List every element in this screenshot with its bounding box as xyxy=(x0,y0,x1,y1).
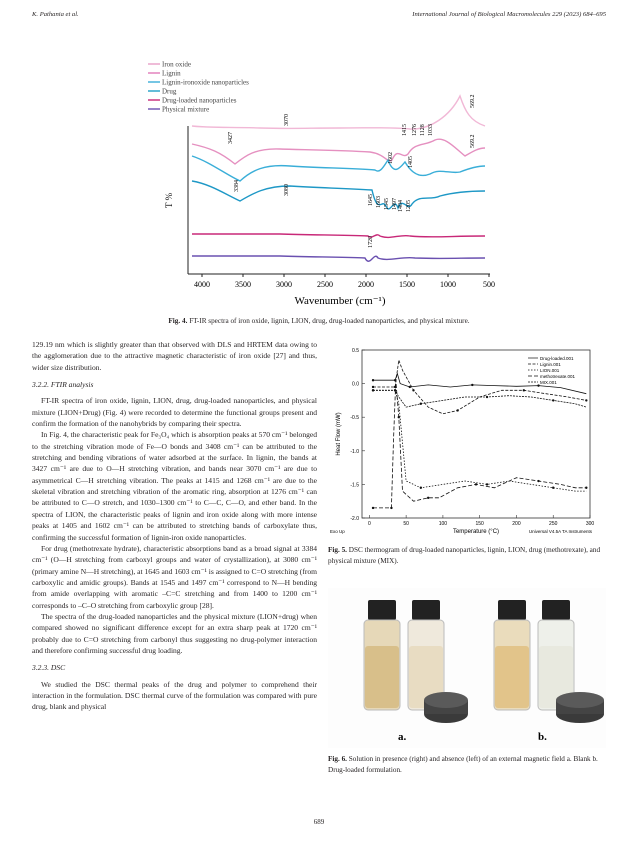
series-line xyxy=(373,390,586,407)
caption-text: Solution in presence (right) and absence (left) of an external magnetic field a. Blank b. Drug-loaded formulation. xyxy=(328,755,598,774)
x-tick-label: 0 xyxy=(367,521,371,527)
data-point xyxy=(372,389,374,391)
paragraph-1: FT-IR spectra of iron oxide, lignin, LION, drug, drug-loaded nanoparticles, and physical mixture (LION+Drug) (Fig. 4) were recorded to determine the functional groups present and confirm the formation of the nanohybrids by comparing their spectra. xyxy=(32,396,317,429)
x-tick-label: 1500 xyxy=(399,280,415,289)
figure-6-caption xyxy=(328,754,606,775)
data-point xyxy=(390,507,392,509)
data-point xyxy=(585,399,587,401)
data-point xyxy=(537,480,539,482)
legend-entry: Lignin-ironoxide nanoparticles xyxy=(162,78,249,87)
legend-entry: Lignin xyxy=(162,69,181,78)
paragraph-5: We studied the DSC thermal peaks of the drug and polymer to comprehend their interaction in the formulation. DSC thermal curve of the formulation was compared with pure drug, blank and physical xyxy=(32,679,317,712)
panel-label-b: b. xyxy=(538,731,547,743)
legend-entry: Drug-loaded nanoparticles xyxy=(162,96,237,105)
figure-5-caption xyxy=(328,545,606,566)
x-tick-label: 3500 xyxy=(235,280,251,289)
peak-label: 1545 xyxy=(384,198,390,210)
x-tick-label: 50 xyxy=(403,521,409,527)
caption-label: Fig. 6. xyxy=(328,755,347,763)
peak-label: 1405 xyxy=(408,156,414,168)
figure-6-photo xyxy=(328,588,606,748)
running-header-journal: International Journal of Biological Macromolecules 229 (2023) 684–695 xyxy=(412,11,606,18)
data-point xyxy=(394,389,396,391)
vials-photograph xyxy=(328,588,606,748)
data-point xyxy=(372,386,374,388)
x-tick-label: 500 xyxy=(483,280,495,289)
y-tick-label: 0.5 xyxy=(352,348,359,354)
vial-a-left xyxy=(364,600,400,710)
data-point xyxy=(372,379,374,381)
peak-label: 3384 xyxy=(234,180,240,192)
peak-label: 1497 xyxy=(392,198,398,210)
peak-label: 1205 xyxy=(406,200,412,212)
data-point xyxy=(409,386,411,388)
left-column xyxy=(32,339,317,713)
section-3-2-3-heading: 3.2.3. DSC xyxy=(32,663,66,673)
y-tick-label: -0.5 xyxy=(350,415,359,422)
spectrum-lignin xyxy=(192,139,485,164)
legend-entry: Lignin.001 xyxy=(540,361,561,367)
data-point xyxy=(585,487,587,489)
peak-label: 1603 xyxy=(376,196,382,208)
x-tick-label: 4000 xyxy=(194,280,210,289)
figure-4-caption xyxy=(32,316,606,327)
peak-label: 1720 xyxy=(368,236,374,248)
data-point xyxy=(523,389,525,391)
data-point xyxy=(471,384,473,386)
series-line xyxy=(373,380,586,508)
x-tick-label: 100 xyxy=(438,521,448,527)
legend-entry: MIX.001 xyxy=(540,379,557,385)
panel-label-a: a. xyxy=(398,731,407,743)
x-tick-label: 1000 xyxy=(440,280,456,289)
data-point xyxy=(486,396,488,398)
caption-text: DSC thermogram of drug-loaded nanoparticles, lignin, LION, drug (methotrexate), and physical mixture (MIX). xyxy=(328,546,601,565)
exo-up-note: Exo Up xyxy=(330,529,345,534)
data-point xyxy=(398,416,400,418)
x-axis-ticks xyxy=(194,274,495,289)
x-axis-label: Wavenumber (cm⁻¹) xyxy=(294,295,386,307)
peak-label: 1602 xyxy=(388,152,394,164)
legend-entry: methotrexate.001 xyxy=(540,373,576,379)
data-point xyxy=(427,497,429,499)
peak-label: 3427 xyxy=(228,132,234,144)
ftir-legend xyxy=(148,61,249,114)
magnet-a xyxy=(424,692,468,723)
peak-label: 3070 xyxy=(284,114,290,126)
x-tick-label: 300 xyxy=(585,521,595,527)
peak-label: 1645 xyxy=(368,194,374,206)
dsc-thermogram-chart xyxy=(328,340,608,540)
ftir-spectra-plot xyxy=(140,56,500,324)
figure-4 xyxy=(140,56,500,324)
spectrum-lion xyxy=(192,156,485,181)
legend-entry: Iron oxide xyxy=(162,60,191,69)
caption-label: Fig. 4. xyxy=(168,317,188,325)
y-tick-label: -1.0 xyxy=(350,448,359,455)
data-point xyxy=(456,409,458,411)
x-tick-label: 3000 xyxy=(276,280,292,289)
legend-entry: LION.001 xyxy=(540,367,560,373)
spectrum-physical-mixture xyxy=(192,256,485,261)
paragraph-2: In Fig. 4, the characteristic peak for Fe₃O₄ which is absorption peaks at 570 cm⁻¹ belonged to the stretching vibration mode of Fe—O bonds and 3408 cm⁻¹ can be attributed to the stretching and bending vibrations of water adsorbed at the surface. In lignin, the bands at 3427 cm⁻¹ are due to O—H stretching vibration, and bands near 3070 cm⁻¹ are due to asymmetrical C—H stretching vibration. The peaks at 1415 and 1268 cm⁻¹ are due to the skeletal vibration and stretching vibration of the aromatic ring, absorption at 1276 cm⁻¹ can be attributed to C—O stretch, and 1030–1300 cm⁻¹ to C—C, C—O, and ether band. In the spectra of LION, the characteristic peaks of lignin and iron oxide along with more intense peaks at 1405 and 1602 cm⁻¹ can be attributed to stretching bands of carboxylate thus, confirming the successful formation of lignin-iron oxide nanoparticles. xyxy=(32,430,317,542)
peak-label: 1276 xyxy=(412,124,418,136)
peak-label: 3080 xyxy=(284,184,290,196)
magnet-b xyxy=(556,692,604,723)
data-point xyxy=(420,487,422,489)
x-tick-label: 150 xyxy=(475,521,484,527)
peak-label: 1404 xyxy=(398,200,404,212)
peak-label: 1128 xyxy=(420,124,426,136)
vial-b-left xyxy=(494,600,530,710)
legend-entry: Drug xyxy=(162,87,177,96)
paragraph-3: For drug (methotrexate hydrate), characteristic absorptions band as a broad signal at 3384 cm⁻¹ (O—H stretching from carboxyl groups and water of crystallization), at 3080 cm⁻¹ (primary amine N—H stretching), at 1645 and 1603 cm⁻¹ is assigned to C=O stretching (from carboxylic and amidic groups). Bands at 1545 and 1497 cm⁻¹ correspond to N—H bending from amide overlapping with aromatic –C=C stretching and from 1400 to 1200 cm⁻¹ corresponds to –C–O stretching from carboxylic group [28]. xyxy=(32,543,317,610)
section-3-2-2-heading: 3.2.2. FTIR analysis xyxy=(32,380,94,390)
y-axis-label: T % xyxy=(164,192,174,208)
data-point xyxy=(486,483,488,485)
caption-text: FT-IR spectra of iron oxide, lignin, LION, drug, drug-loaded nanoparticles, and physical mixture. xyxy=(189,317,470,325)
page-number: 689 xyxy=(313,818,325,826)
caption-label: Fig. 5. xyxy=(328,546,347,554)
paragraph-4: The spectra of the drug-loaded nanoparticles and the physical mixture (LION+drug) when compared showed no significant difference except for an extra sharp peak at 1720 cm⁻¹ probably due to C=O stretching from carbonyl thus suggesting no drug-polymer interaction and therefore confirming successful drug loading. xyxy=(32,611,317,655)
x-tick-label: 2000 xyxy=(358,280,374,289)
instrument-note: Universal V4.5A TA Instruments xyxy=(528,529,592,534)
peak-label: 1033 xyxy=(428,124,434,136)
peak-label: 569.2 xyxy=(470,94,476,108)
data-point xyxy=(475,483,477,485)
data-point xyxy=(552,487,554,489)
running-header-authors: K. Pathania et al. xyxy=(32,11,79,18)
x-tick-label: 200 xyxy=(512,521,521,527)
y-axis-label: Heat Flow (mW) xyxy=(336,412,342,456)
y-tick-label: -2.0 xyxy=(350,516,359,522)
peak-label: 569.2 xyxy=(470,134,476,148)
x-axis-label: Temperature (°C) xyxy=(452,529,500,535)
y-tick-label: -1.5 xyxy=(350,482,359,489)
paragraph-intro: 129.19 nm which is slightly greater than that observed with DLS and HRTEM data owing to the agglomeration due to the attractive magnetic characteristic of iron oxide [27] and thus, wider size distribution. xyxy=(32,340,317,372)
legend-entry: Physical mixture xyxy=(162,105,210,114)
peak-label: 1415 xyxy=(402,124,408,136)
figure-5 xyxy=(328,340,608,540)
x-tick-label: 250 xyxy=(549,521,558,527)
data-point xyxy=(412,389,414,391)
x-tick-label: 2500 xyxy=(317,280,333,289)
y-tick-label: 0.0 xyxy=(352,381,359,388)
spectrum-drug-loaded xyxy=(192,234,485,237)
data-point xyxy=(420,403,422,405)
data-point xyxy=(552,399,554,401)
data-point xyxy=(372,507,374,509)
legend-entry: Drug-loaded.001 xyxy=(540,355,574,361)
